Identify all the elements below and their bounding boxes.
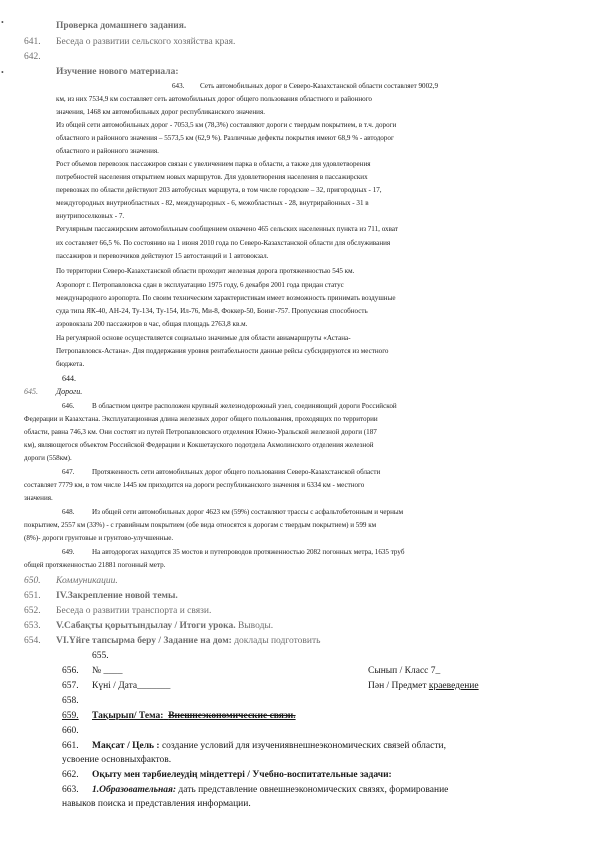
line-number: 657. bbox=[62, 681, 79, 691]
heading-homework-check: Проверка домашнего задания. bbox=[56, 21, 187, 31]
text-line: Регулярным пассажирским автомобильным сообщением охвачено 465 сельских населенных пункта из 711, охват bbox=[56, 225, 398, 233]
line-number: 662. bbox=[62, 770, 79, 780]
conversation-transport: Беседа о развитии транспорта и связи. bbox=[56, 606, 212, 616]
text-line: Сеть автомобильных дорог в Северо-Казахстанской области составляет 9002,9 bbox=[200, 82, 438, 90]
text-line: пассажиров и перевозчиков действуют 15 автостанций и 1 автовокзал. bbox=[56, 252, 269, 260]
topic-label: Тақырып/ Тема: bbox=[92, 711, 164, 721]
text-line: значения. bbox=[24, 494, 53, 502]
topic-field bbox=[92, 712, 296, 722]
line-number: 645. bbox=[24, 387, 38, 396]
text-line: аэровокзала 200 пассажиров в час, общая площадь 2763,8 кв.м. bbox=[56, 320, 248, 328]
educational-task bbox=[92, 786, 448, 796]
text-line: покрытием, 2557 км (33%) - с гравийным покрытием (обе вида относятся к дорогам с твердым покрытием) и 599 км bbox=[24, 521, 377, 529]
text-line: бюджета. bbox=[56, 360, 85, 368]
text-line: Аэропорт г. Петропавловска сдан в эксплуатацию 1975 году, 6 декабря 2001 года придан статус bbox=[56, 281, 344, 289]
line-number: 660. bbox=[62, 726, 79, 736]
subject-label: Пән / Предмет bbox=[368, 681, 429, 691]
educational-task-text: дать представление овнешнеэкономических связях, формирование bbox=[176, 785, 449, 795]
margin-marker: • bbox=[1, 18, 4, 27]
text-line: перевозках по области действуют 203 автобусных маршрута, в том числе городские – 32, пригородных - 17, bbox=[56, 186, 382, 194]
line-number: 643. bbox=[172, 82, 185, 90]
text-line: На автодорогах находится 35 мостов и путепроводов протяженностью 2082 погонных метра, 1635 труб bbox=[92, 548, 405, 556]
line-number: 653. bbox=[24, 621, 41, 631]
lesson-summary-value: Выводы. bbox=[235, 621, 274, 631]
line-number: 646. bbox=[62, 402, 75, 410]
goal-label: Мақсат / Цель : bbox=[92, 741, 160, 751]
text-line: дороги (558км). bbox=[24, 454, 72, 462]
line-number: 642. bbox=[24, 52, 41, 62]
lesson-number-field: № ____ bbox=[92, 666, 123, 676]
heading-roads: Дороги. bbox=[56, 387, 83, 396]
text-line: На регулярной основе осуществляется социально значимые для области авиамаршруты «Астана- bbox=[56, 334, 351, 342]
text-line: значения, 1468 км автомобильных дорог республиканского значения. bbox=[56, 108, 265, 116]
line-number: 658. bbox=[62, 696, 79, 706]
class-field: Сынып / Класс 7_ bbox=[368, 666, 441, 676]
goal-field bbox=[92, 742, 446, 752]
heading-communications: Коммуникации. bbox=[56, 576, 118, 586]
subject-field bbox=[368, 682, 479, 692]
line-number: 648. bbox=[62, 508, 75, 516]
line-number: 654. bbox=[24, 636, 41, 646]
text-line: областного и районного значения. bbox=[56, 147, 159, 155]
educational-task-continued: навыков поиска и представления информации. bbox=[62, 799, 251, 809]
goal-text-continued: усвоение основныхфактов. bbox=[62, 755, 172, 765]
text-line: суда типа ЯК-40, АН-24, Ту-134, Ту-154, Ил-76, Ми-8, Фоккер-50, Боинг-757. Пропускная способность bbox=[56, 307, 368, 315]
line-number: 650. bbox=[24, 576, 41, 586]
text-line: Из общей сети автомобильных дорог 4623 км (59%) составляют трассы с асфальтобетонным и черным bbox=[92, 508, 404, 516]
text-line: Из общей сети автомобильных дорог - 7053,5 км (78,3%) составляют дороги с твердым покрытием, в т.ч. дороги bbox=[56, 121, 397, 129]
subject-value: краеведение bbox=[428, 681, 479, 691]
conversation-agriculture: Беседа о развитии сельского хозяйства края. bbox=[56, 37, 236, 47]
line-number: 649. bbox=[62, 548, 75, 556]
text-line: (8%)- дороги грунтовые и грунтово-улучшенные. bbox=[24, 534, 174, 542]
text-line: потребностей населения открытием новых маршрутов. Для удовлетворения населения в пассажирских bbox=[56, 173, 368, 181]
text-line: Протяженность сети автомобильных дорог общего пользования Северо-Казахстанской области bbox=[92, 468, 381, 476]
text-line: Федерации и Казахстана. Эксплуатационная длина железных дорог общего пользования, проходящих по территории bbox=[24, 415, 378, 423]
heading-consolidation: IV.Закрепление новой темы. bbox=[56, 591, 178, 601]
tasks-heading: Оқыту мен тәрбиелеудің міндеттері / Учебно-воспитательные задачи: bbox=[92, 770, 392, 780]
text-line: составляет 7779 км, в том числе 1445 км приходится на дороги республиканского значения и 6334 км - местного bbox=[24, 481, 365, 489]
homework-label: VI.Үйге тапсырма беру / Задание на дом: bbox=[56, 636, 232, 646]
text-line: Рост объемов перевозок пассажиров связан с увеличением парка в области, а также для удовлетворения bbox=[56, 160, 371, 168]
line-number: 647. bbox=[62, 468, 75, 476]
line-number: 656. bbox=[62, 666, 79, 676]
line-number: 651. bbox=[24, 591, 41, 601]
date-field: Күні / Дата_______ bbox=[92, 681, 171, 691]
lesson-summary-label: V.Сабақты қорытындылау / Итоги урока. bbox=[56, 621, 236, 631]
heading-new-material: Изучение нового материала: bbox=[56, 67, 179, 77]
text-line: км, из них 7534,9 км составляет сеть автомобильных дорог общего пользования областного и районного bbox=[56, 95, 372, 103]
text-line: В областном центре расположен крупный железнодорожный узел, соединяющий дороги Российской bbox=[92, 402, 397, 410]
text-line: км), являющегося объектом Российской Федерации и Кокшетауского подотдела Акмолинского отделения железной bbox=[24, 441, 374, 449]
text-line: их составляет 66,5 %. По состоянию на 1 июня 2010 года по Северо-Казахстанской области для обслуживания bbox=[56, 239, 391, 247]
line-number: 655. bbox=[92, 651, 109, 661]
line-number: 659. bbox=[62, 711, 79, 721]
text-line: По территории Северо-Казахстанской области проходит железная дорога протяженностью 545 км. bbox=[56, 267, 355, 275]
homework-value: доклады подготовить bbox=[231, 636, 321, 646]
educational-task-label: 1.Образовательная: bbox=[92, 785, 177, 795]
goal-text: создание условий для изучениявнешнеэкономических связей области, bbox=[159, 741, 446, 751]
line-number: 641. bbox=[24, 37, 41, 47]
text-line: общей протяженностью 21881 погонный метр. bbox=[24, 561, 166, 569]
topic-value: Внешнеэкономические связи. bbox=[168, 711, 296, 721]
homework-assignment bbox=[56, 637, 320, 647]
text-line: внутрипоселковых - 7. bbox=[56, 212, 125, 220]
text-line: Петропавловск-Астана». Для поддержания уровня рентабельности данные рейсы субсидируются из местного bbox=[56, 347, 389, 355]
text-line: области, равна 746,3 км. Они состоят из путей Петропавловского отделения Южно-Уральской железной дороги (187 bbox=[24, 428, 377, 436]
text-line: международного аэропорта. По своим техническим характеристикам имеет возможность принимать воздушные bbox=[56, 294, 396, 302]
lesson-summary bbox=[56, 622, 273, 632]
margin-marker: • bbox=[1, 68, 4, 77]
line-number: 644. bbox=[62, 374, 76, 383]
line-number: 663. bbox=[62, 785, 79, 795]
text-line: междугородных внутриобластных - 82, международных - 6, межобластных - 28, внутрирайонных - 31 в bbox=[56, 199, 369, 207]
text-line: областного и районного значения – 5573,5 км (62,9 %). Различные дефекты покрытия имеют 68,9 % - автодорог bbox=[56, 134, 394, 142]
line-number: 652. bbox=[24, 606, 41, 616]
line-number: 661. bbox=[62, 741, 79, 751]
